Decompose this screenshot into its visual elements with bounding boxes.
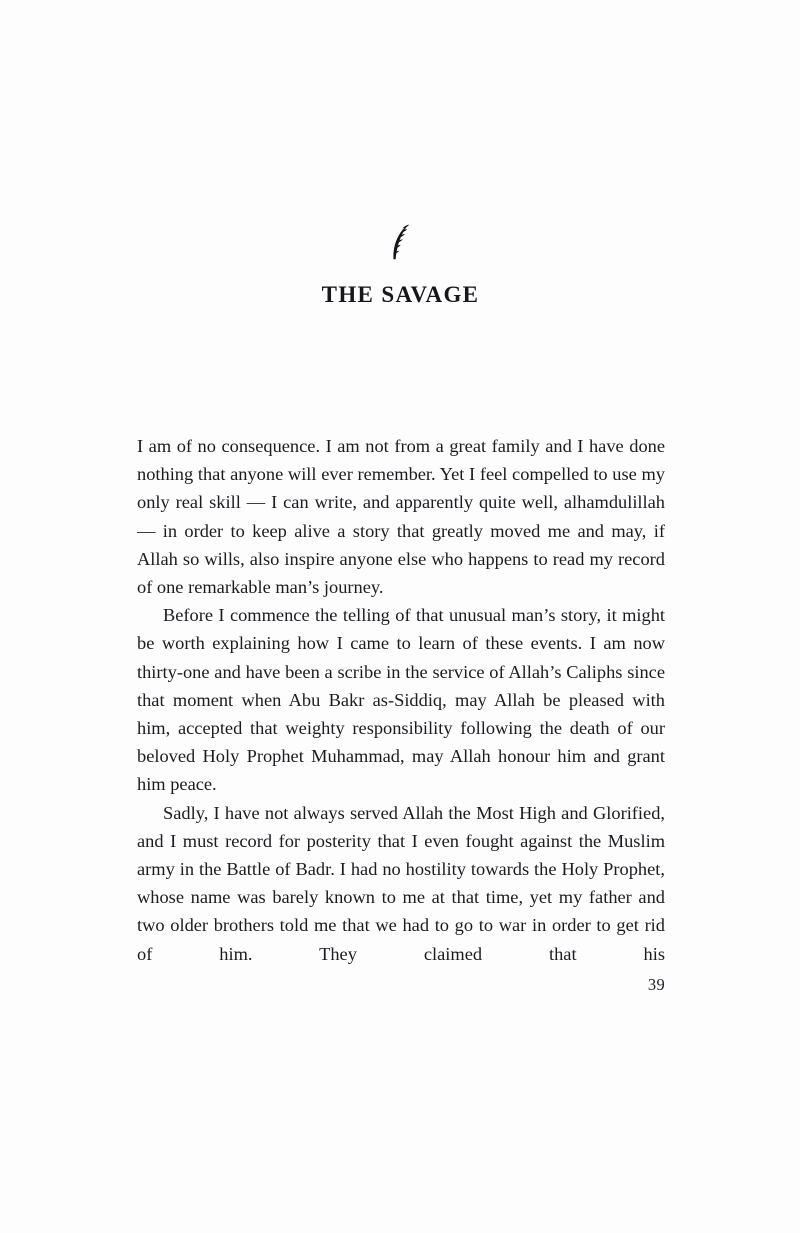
- page-number: 39: [647, 975, 665, 994]
- chapter-header: [137, 222, 664, 307]
- paragraph: Sadly, I have not always served Allah the Most High and Glorified, and I must record for posterity that I even fought against the Muslim army in the Battle of Badr. I had no hostility towards the Holy Prophet, whose name was barely known to me at that time, yet my father and two older brothers told me that we had to go to war in order to get rid of him. They claimed that his: [137, 802, 665, 964]
- body-text: [137, 432, 665, 996]
- feather-quill-ornament-icon: [384, 222, 418, 260]
- paragraph: I am of no consequence. I am not from a great family and I have done nothing that anyone will ever remember. Yet I feel compelled to use my only real skill — I can write, and apparently quite well, alhamdulillah — in order to keep alive a story that greatly moved me and may, if Allah so wills, also inspire anyone else who happens to read my record of one remarkable man’s journey.: [137, 436, 665, 598]
- paragraph: Before I commence the telling of that unusual man’s story, it might be worth explaining how I came to learn of these events. I am now thirty-one and have been a scribe in the service of Allah’s Caliphs since that moment when Abu Bakr as-Siddiq, may Allah be pleased with him, accepted that weighty responsibility following the death of our beloved Holy Prophet Muhammad, may Allah honour him and grant him peace.: [137, 605, 665, 795]
- chapter-title: THE SAVAGE: [321, 282, 480, 307]
